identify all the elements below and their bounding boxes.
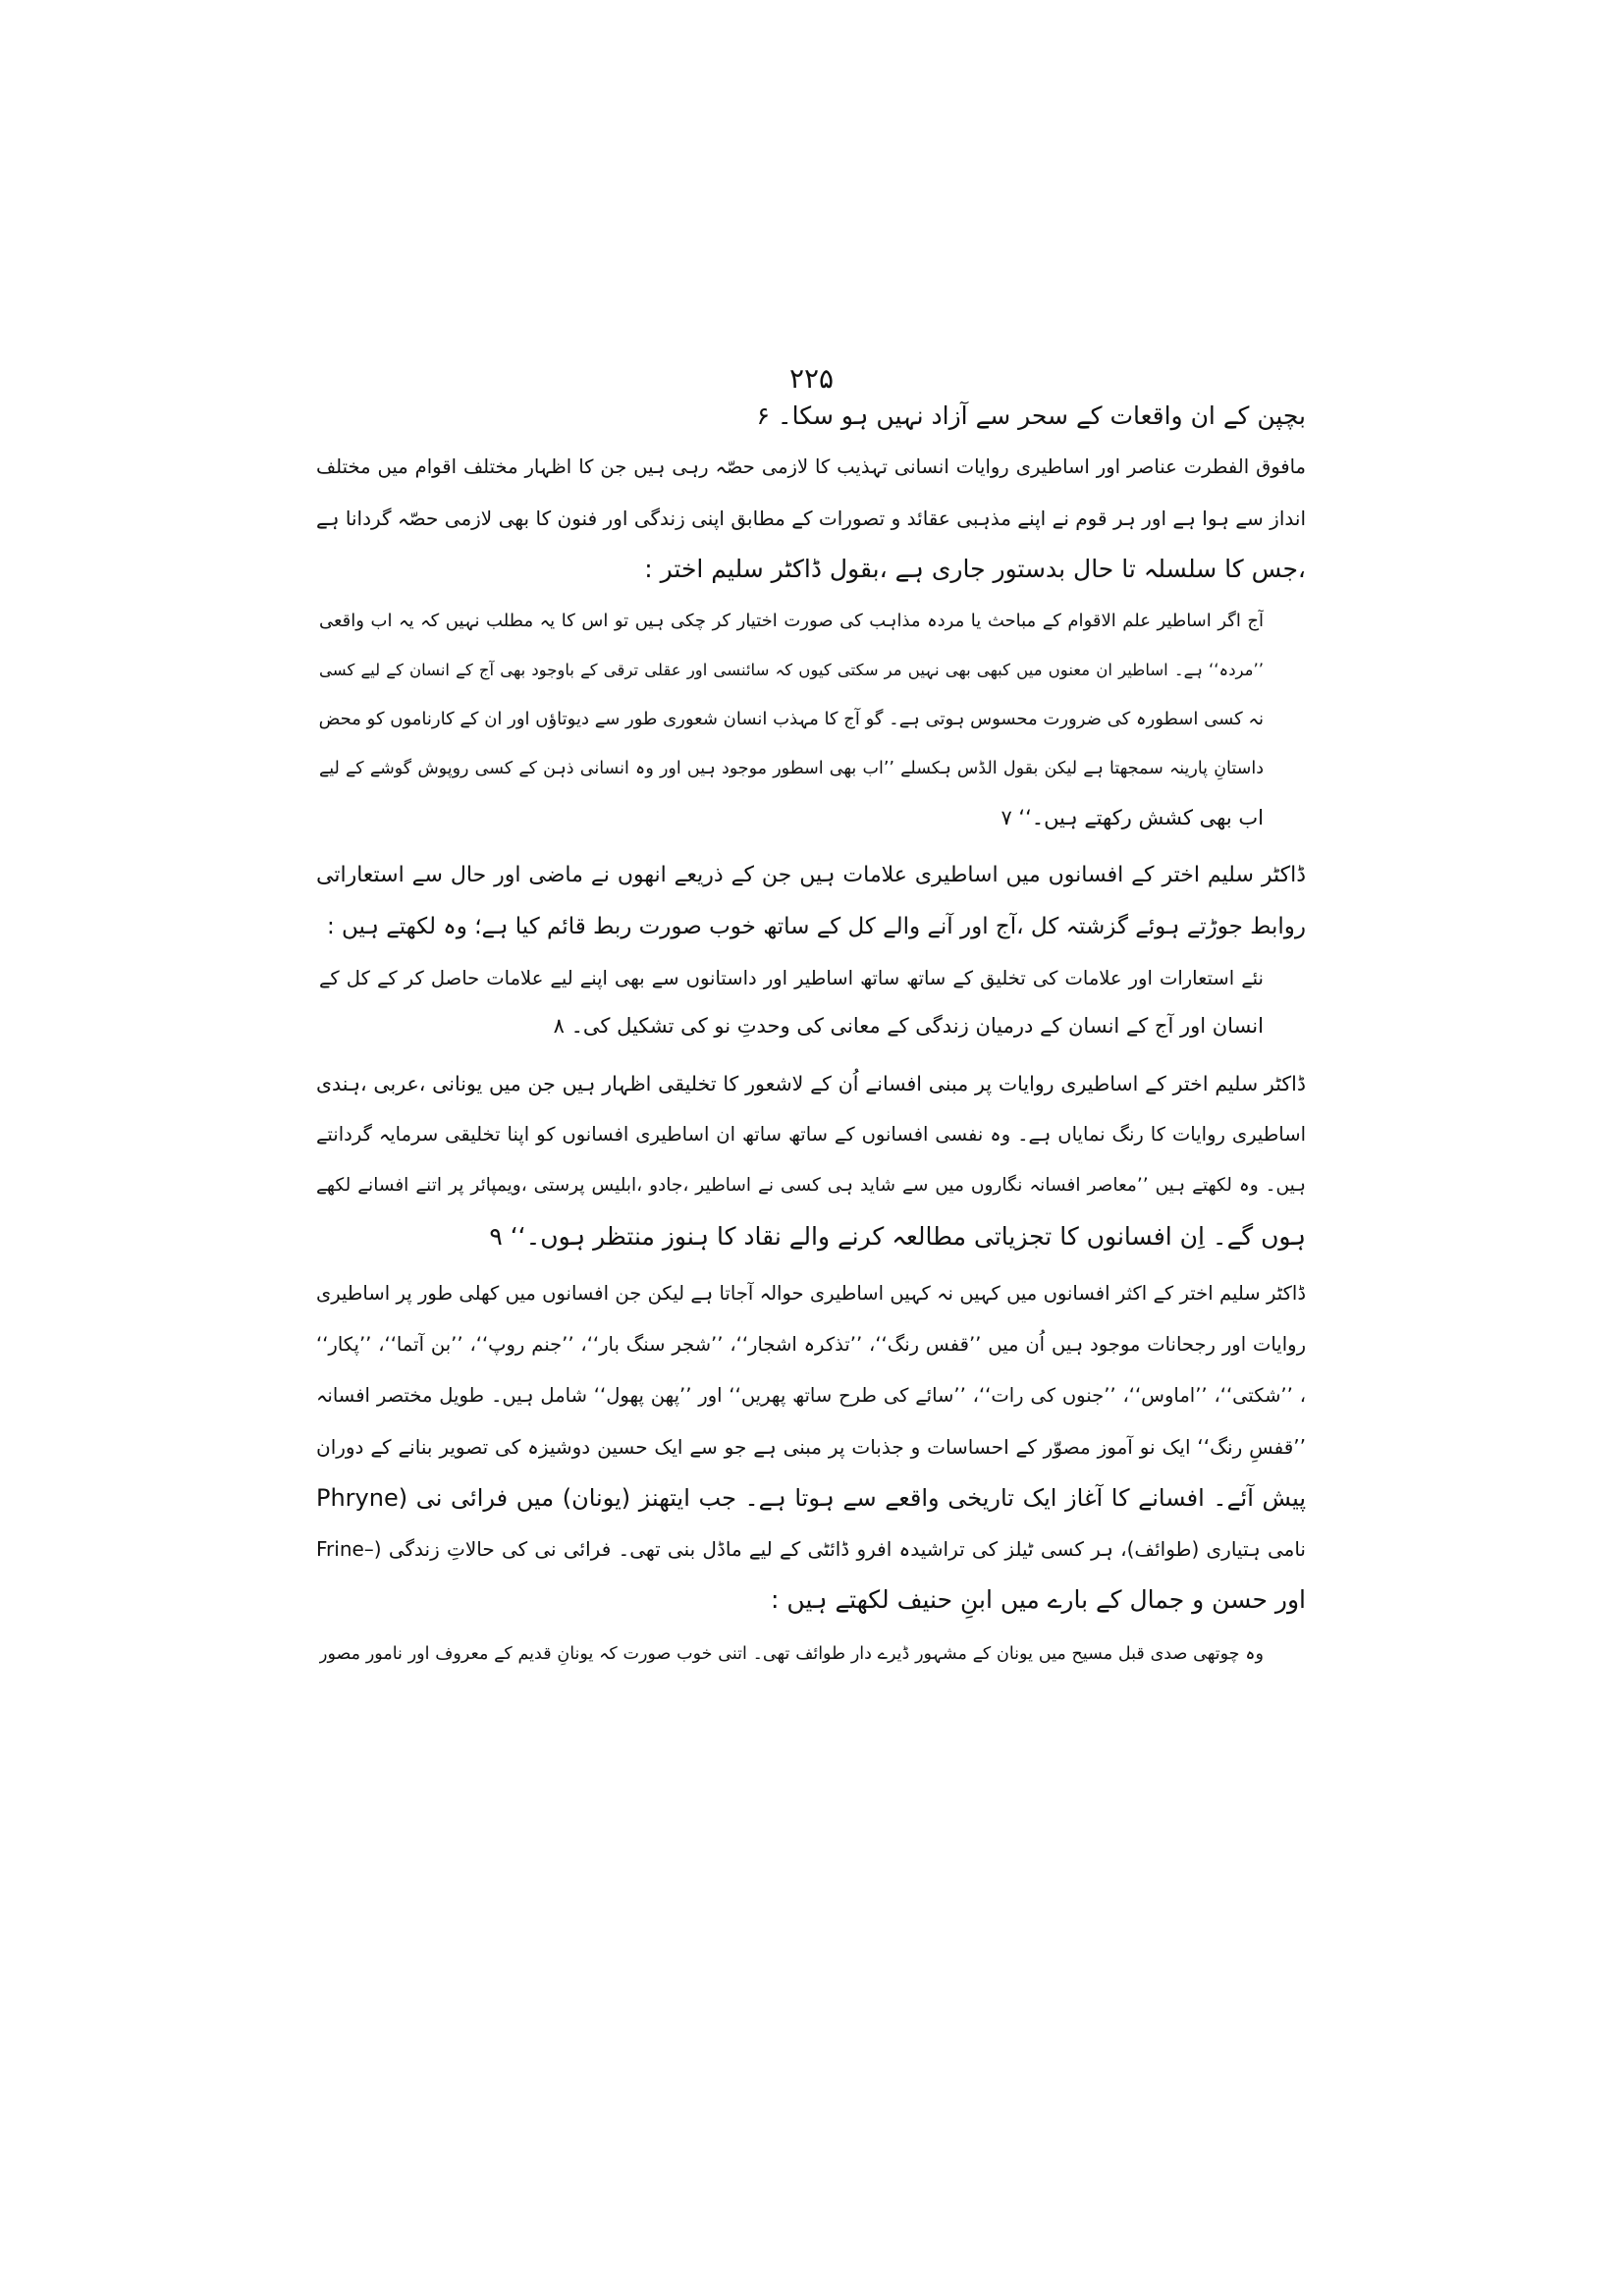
- quote-line: نئے استعارات اور علامات کی تخلیق کے ساتھ ساتھ اساطیر اور داستانوں سے بھی اپنے لیے علامات حاصل کر کے کل کے: [319, 967, 1264, 989]
- body-text-line: اور حسن و جمال کے بارے میں ابنِ حنیف لکھتے ہیں :: [770, 1585, 1306, 1614]
- body-text-line: اساطیری روایات کا رنگ نمایاں ہے۔ وہ نفسی افسانوں کے ساتھ ساتھ ان اساطیری افسانوں کو اپنا تخلیقی سرمایہ گردانتے: [316, 1123, 1306, 1146]
- body-text-line: Frine–) نامی ہتیاری (طوائف)، ہر کسی ٹیلز کی تراشیدہ افرو ڈائٹی کے لیے ماڈل بنی تھی۔ فرائی نی کی حالاتِ زندگی: [316, 1537, 1306, 1561]
- quote-line: ’’مردہ‘‘ ہے۔ اساطیر ان معنوں میں کبھی بھی نہیں مر سکتی کیوں کہ سائنسی اور عقلی ترقی کے باوجود بھی آج کے انسان کے لیے کسی: [319, 661, 1264, 679]
- body-text-line: روابط جوڑتے ہوئے گزشتہ کل ،آج اور آنے والے کل کے ساتھ خوب صورت ربط قائم کیا ہے؛ وہ لکھتے ہیں :: [326, 914, 1306, 939]
- body-text-line: ، ’’شکتی‘‘، ’’اماوس‘‘، ’’جنوں کی رات‘‘، ’’سائے کی طرح ساتھ پھریں‘‘ اور ’’پھن پھول‘‘ شامل ہیں۔ طویل مختصر افسانہ: [316, 1384, 1306, 1407]
- body-text-line: ڈاکٹر سلیم اختر کے اکثر افسانوں میں کہیں نہ کہیں اساطیری حوالہ آجاتا ہے لیکن جن افسانوں میں کھلی طور پر اساطیری: [316, 1282, 1306, 1305]
- body-text-line: ہیں۔ وہ لکھتے ہیں ’’معاصر افسانہ نگاروں میں سے شاید ہی کسی نے اساطیر ،جادو ،ابلیس پرستی ،ویمپائر پر اتنے افسانے لکھے: [316, 1175, 1306, 1196]
- quote-line: وہ چوتھی صدی قبل مسیح میں یونان کے مشہور ڈیرے دار طوائف تھی۔ اتنی خوب صورت کہ یونانِ قدیم کے معروف اور نامور مصور: [319, 1644, 1264, 1664]
- page-number: ۲۲۵: [788, 362, 835, 395]
- body-text-line: ’’قفسِ رنگ‘‘ ایک نو آموز مصوّر کے احساسات و جذبات پر مبنی ہے جو سے ایک حسین دوشیزہ کی تصویر بنانے کے دوران: [316, 1435, 1306, 1459]
- body-text-line: ڈاکٹر سلیم اختر کے افسانوں میں اساطیری علامات ہیں جن کے ذریعے انھوں نے ماضی اور حال سے استعاراتی: [316, 863, 1306, 887]
- quote-line: انسان اور آج کے انسان کے درمیان زندگی کے معانی کی وحدتِ نو کی تشکیل کی۔ ۸: [553, 1014, 1264, 1038]
- body-text-line: مافوق الفطرت عناصر اور اساطیری روایات انسانی تہذیب کا لازمی حصّہ رہی ہیں جن کا اظہار مختلف اقوام میں مختلف: [316, 455, 1306, 478]
- body-text-line: پیش آئے۔ افسانے کا آغاز ایک تاریخی واقعے سے ہوتا ہے۔ جب ایتھنز (یونان) میں فرائی نی (Phryne: [316, 1484, 1306, 1512]
- quote-line: نہ کسی اسطورہ کی ضرورت محسوس ہوتی ہے۔ گو آج کا مہذب انسان شعوری طور سے دیوتاؤں اور ان کے کارناموں کو محض: [319, 709, 1264, 729]
- body-text-line: روایات اور رجحانات موجود ہیں اُن میں ’’قفس رنگ‘‘، ’’تذکرہ اشجار‘‘، ’’شجر سنگ بار‘‘، ’’جنم روپ‘‘، ’’بن آتما‘‘، ’’پکار‘‘: [316, 1333, 1306, 1356]
- body-text-line: بچپن کے ان واقعات کے سحر سے آزاد نہیں ہو سکا۔ ۶: [756, 401, 1306, 430]
- body-text-line: ڈاکٹر سلیم اختر کے اساطیری روایات پر مبنی افسانے اُن کے لاشعور کا تخلیقی اظہار ہیں جن میں یونانی ،عربی ،ہندی: [316, 1072, 1306, 1095]
- quote-line: داستانِ پارینہ سمجھتا ہے لیکن بقول الڈس ہکسلے ’’اب بھی اسطور موجود ہیں اور وہ انسانی ذہن کے کسی روپوش گوشے کے لیے: [319, 759, 1264, 778]
- quote-line: اب بھی کشش رکھتے ہیں۔‘‘ ۷: [1001, 806, 1264, 829]
- quote-line: آج اگر اساطیر علم الاقوام کے مباحث یا مردہ مذاہب کی صورت اختیار کر چکی ہیں تو اس کا یہ مطلب نہیں کہ یہ اب واقعی: [319, 611, 1264, 631]
- body-text-line: ہوں گے۔ اِن افسانوں کا تجزیاتی مطالعہ کرنے والے نقاد کا ہنوز منتظر ہوں۔‘‘ ۹: [489, 1222, 1306, 1251]
- body-text-line: ،جس کا سلسلہ تا حال بدستور جاری ہے ،بقول ڈاکٹر سلیم اختر :: [644, 555, 1306, 583]
- body-text-line: انداز سے ہوا ہے اور ہر قوم نے اپنے مذہبی عقائد و تصورات کے مطابق اپنی زندگی اور فنون کا بھی لازمی حصّہ گردانا ہے: [316, 507, 1306, 530]
